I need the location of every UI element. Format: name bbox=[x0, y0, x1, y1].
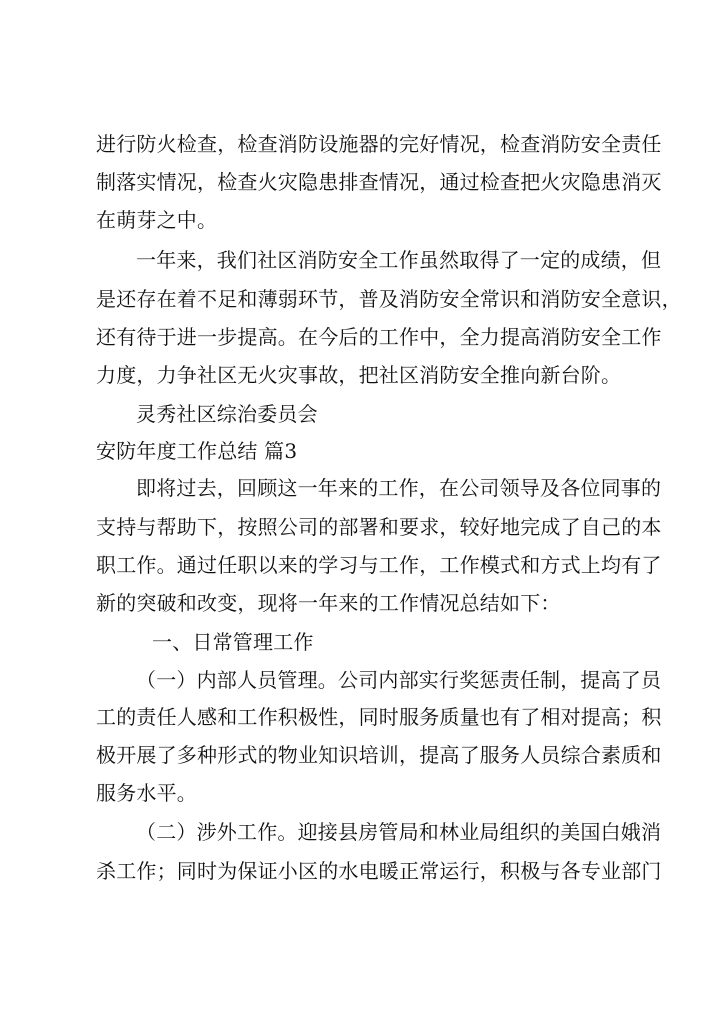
text-line: 制落实情况，检查火灾隐患排查情况，通过检查把火灾隐患消灭 bbox=[96, 170, 662, 194]
text-line: 新的突破和改变，现将一年来的工作情况总结如下： bbox=[96, 591, 561, 615]
text-line: 极开展了多种形式的物业知识培训，提高了服务人员综合素质和 bbox=[96, 743, 662, 767]
paragraph-start: 一年来，我们社区消防安全工作虽然取得了一定的成绩，但 bbox=[136, 248, 662, 272]
text-line: 服务水平。 bbox=[96, 781, 197, 805]
text-line: 进行防火检查，检查消防设施器的完好情况，检查消防安全责任 bbox=[96, 132, 662, 156]
text-line: 在萌芽之中。 bbox=[96, 208, 218, 232]
paragraph-start: （一）内部人员管理。公司内部实行奖惩责任制，提高了员 bbox=[136, 668, 662, 692]
paragraph-start: （二）涉外工作。迎接县房管局和林业局组织的美国白娥消 bbox=[136, 820, 662, 844]
text-line: 支持与帮助下，按照公司的部署和要求，较好地完成了自己的本 bbox=[96, 515, 662, 539]
text-line: 力度，力争社区无火灾事故，把社区消防安全推向新台阶。 bbox=[96, 363, 622, 387]
text-line: 职工作。通过任职以来的学习与工作，工作模式和方式上均有了 bbox=[96, 553, 662, 577]
text-line: 杀工作；同时为保证小区的水电暖正常运行，积极与各专业部门 bbox=[96, 859, 662, 883]
paragraph-start: 即将过去，回顾这一年来的工作，在公司领导及各位同事的 bbox=[136, 476, 662, 500]
text-line: 工的责任人感和工作积极性，同时服务质量也有了相对提高；积 bbox=[96, 705, 662, 729]
text-line: 还有待于进一步提高。在今后的工作中，全力提高消防安全工作 bbox=[96, 325, 662, 349]
signature-line: 灵秀社区综治委员会 bbox=[136, 402, 318, 426]
section-title: 安防年度工作总结 篇3 bbox=[96, 439, 298, 463]
text-line: 是还存在着不足和薄弱环节，普及消防安全常识和消防安全意识， bbox=[96, 287, 682, 311]
subsection-heading: 一、日常管理工作 bbox=[152, 630, 314, 654]
